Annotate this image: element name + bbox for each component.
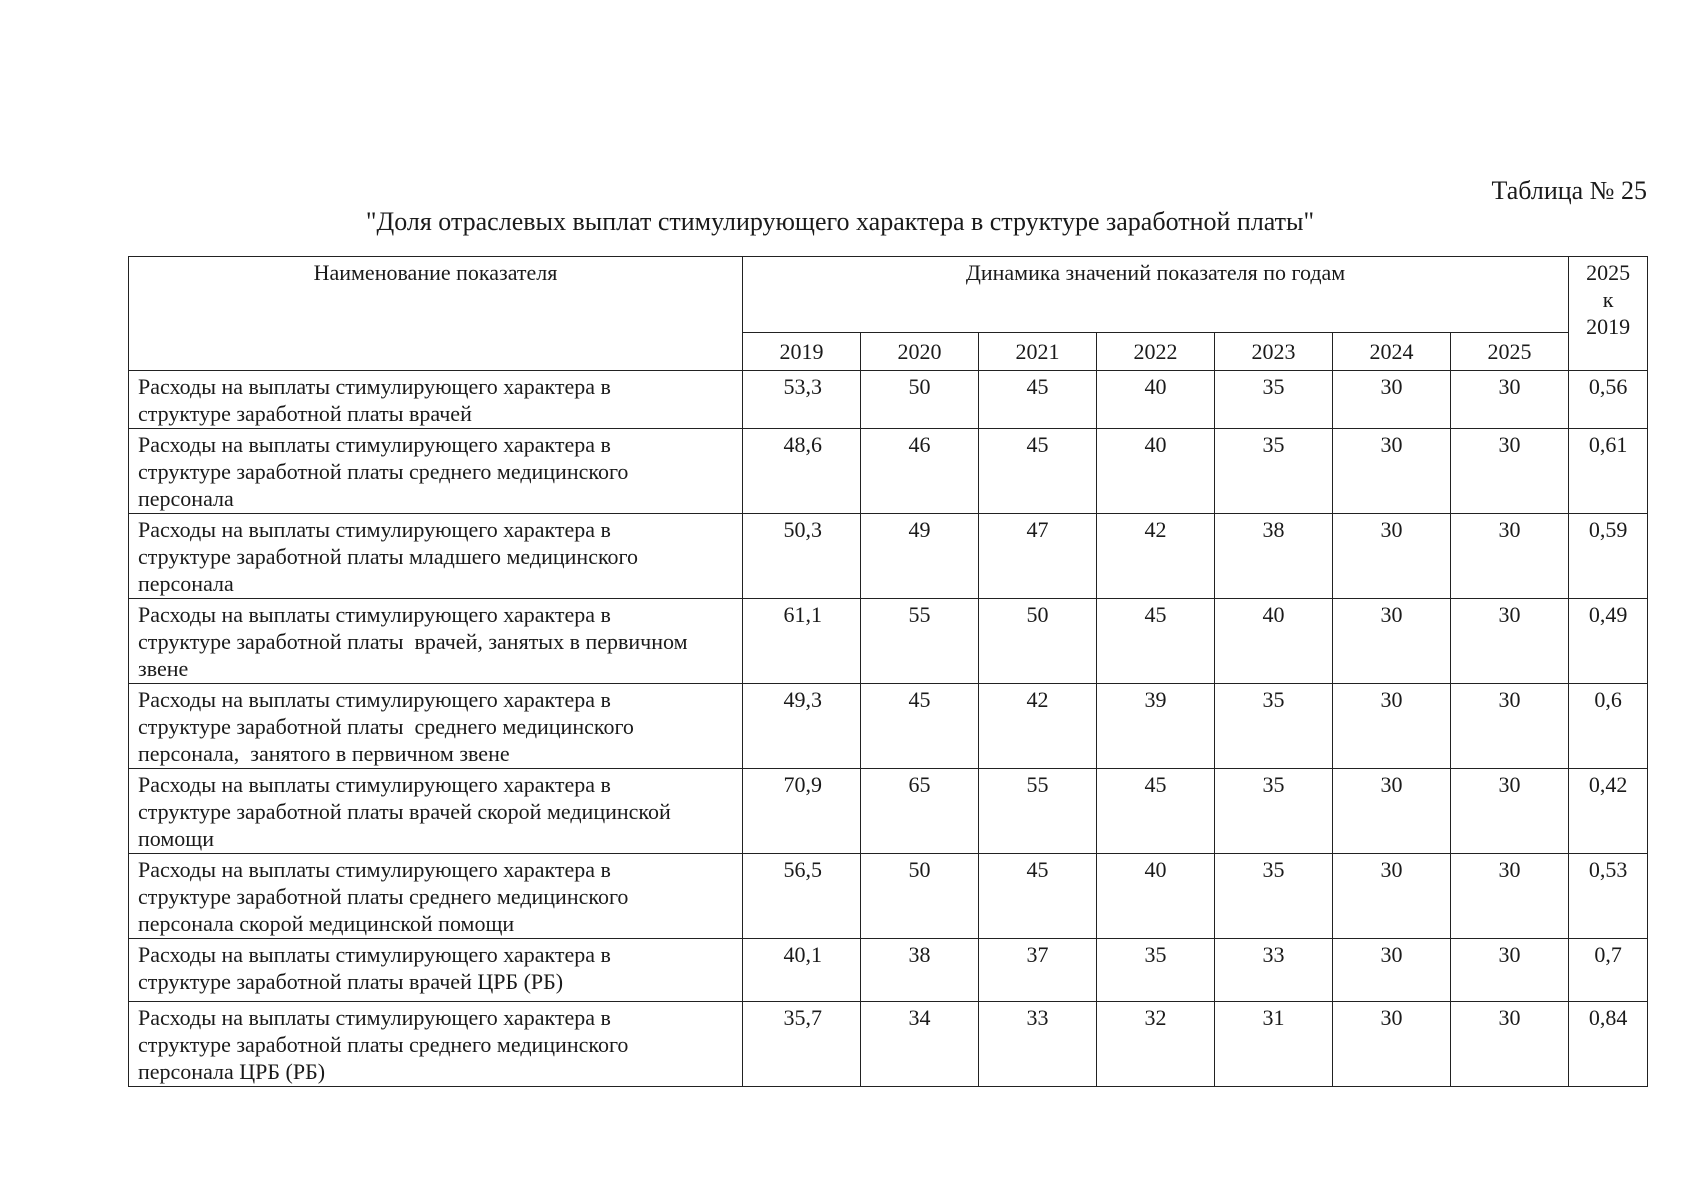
year-value: 40 — [1097, 371, 1215, 429]
year-value: 30 — [1451, 429, 1569, 514]
year-value: 31 — [1215, 1002, 1333, 1087]
year-value: 70,9 — [743, 769, 861, 854]
table-row — [129, 769, 1648, 854]
header-indicator-name: Наименование показателя — [129, 257, 743, 371]
year-value: 45 — [979, 371, 1097, 429]
ratio-value: 0,53 — [1569, 854, 1648, 939]
header-ratio — [1569, 257, 1648, 371]
year-value: 47 — [979, 514, 1097, 599]
indicator-name-line: структуре заработной платы среднего медицинского — [138, 714, 634, 739]
year-value: 30 — [1451, 371, 1569, 429]
indicator-name-line: персонала — [138, 486, 234, 511]
ratio-value: 0,56 — [1569, 371, 1648, 429]
table-row — [129, 1002, 1648, 1087]
year-value: 45 — [1097, 769, 1215, 854]
table-row — [129, 429, 1648, 514]
year-value: 42 — [979, 684, 1097, 769]
year-value: 38 — [861, 939, 979, 1002]
year-value: 45 — [979, 854, 1097, 939]
year-value: 30 — [1451, 1002, 1569, 1087]
indicator-name-line: Расходы на выплаты стимулирующего характера в — [138, 687, 611, 712]
year-value: 35 — [1215, 684, 1333, 769]
year-value: 30 — [1451, 514, 1569, 599]
year-value: 33 — [979, 1002, 1097, 1087]
year-value: 35 — [1215, 854, 1333, 939]
header-ratio-line: к — [1602, 287, 1614, 312]
indicator-name — [129, 769, 743, 854]
indicator-name-line: Расходы на выплаты стимулирующего характера в — [138, 602, 611, 627]
ratio-value: 0,49 — [1569, 599, 1648, 684]
year-value: 30 — [1451, 769, 1569, 854]
year-value: 30 — [1333, 939, 1451, 1002]
indicator-name-line: Расходы на выплаты стимулирующего характера в — [138, 432, 611, 457]
year-value: 34 — [861, 1002, 979, 1087]
year-value: 50 — [861, 854, 979, 939]
year-value: 30 — [1333, 599, 1451, 684]
table-body — [129, 371, 1648, 1087]
header-year: 2022 — [1097, 333, 1215, 371]
indicator-name — [129, 939, 743, 1002]
year-value: 30 — [1451, 599, 1569, 684]
table-row — [129, 371, 1648, 429]
year-value: 30 — [1333, 684, 1451, 769]
year-value: 50 — [861, 371, 979, 429]
year-value: 35,7 — [743, 1002, 861, 1087]
indicator-name-line: персонала скорой медицинской помощи — [138, 911, 515, 936]
indicator-name-line: структуре заработной платы среднего медицинского — [138, 1032, 629, 1057]
year-value: 65 — [861, 769, 979, 854]
header-year: 2020 — [861, 333, 979, 371]
table-row — [129, 684, 1648, 769]
year-value: 48,6 — [743, 429, 861, 514]
indicator-name — [129, 684, 743, 769]
year-value: 39 — [1097, 684, 1215, 769]
year-value: 56,5 — [743, 854, 861, 939]
indicator-name-line: структуре заработной платы врачей ЦРБ (РБ) — [138, 969, 564, 994]
indicator-name-line: Расходы на выплаты стимулирующего характера в — [138, 517, 611, 542]
indicator-name-line: персонала, занятого в первичном звене — [138, 741, 510, 766]
indicator-name — [129, 371, 743, 429]
year-value: 32 — [1097, 1002, 1215, 1087]
year-value: 49 — [861, 514, 979, 599]
indicator-name-line: звене — [138, 656, 189, 681]
year-value: 42 — [1097, 514, 1215, 599]
header-dynamics: Динамика значений показателя по годам — [743, 257, 1569, 333]
year-value: 40 — [1215, 599, 1333, 684]
indicator-name-line: персонала ЦРБ (РБ) — [138, 1059, 326, 1084]
indicator-name-line: Расходы на выплаты стимулирующего характера в — [138, 1005, 611, 1030]
ratio-value: 0,61 — [1569, 429, 1648, 514]
year-value: 30 — [1333, 371, 1451, 429]
year-value: 30 — [1333, 854, 1451, 939]
year-value: 53,3 — [743, 371, 861, 429]
year-value: 35 — [1215, 371, 1333, 429]
year-value: 45 — [1097, 599, 1215, 684]
ratio-value: 0,59 — [1569, 514, 1648, 599]
year-value: 40 — [1097, 429, 1215, 514]
year-value: 30 — [1451, 684, 1569, 769]
indicator-name-line: структуре заработной платы врачей, занятых в первичном — [138, 629, 688, 654]
indicator-name — [129, 514, 743, 599]
year-value: 50 — [979, 599, 1097, 684]
year-value: 33 — [1215, 939, 1333, 1002]
indicator-name-line: Расходы на выплаты стимулирующего характера в — [138, 374, 611, 399]
indicator-name-line: структуре заработной платы врачей скорой медицинской — [138, 799, 671, 824]
ratio-value: 0,6 — [1569, 684, 1648, 769]
header-year: 2025 — [1451, 333, 1569, 371]
indicator-name-line: Расходы на выплаты стимулирующего характера в — [138, 857, 611, 882]
indicator-name-line: структуре заработной платы среднего медицинского — [138, 884, 629, 909]
year-value: 55 — [861, 599, 979, 684]
header-year: 2019 — [743, 333, 861, 371]
indicator-name — [129, 1002, 743, 1087]
header-year: 2024 — [1333, 333, 1451, 371]
year-value: 30 — [1333, 769, 1451, 854]
year-value: 35 — [1097, 939, 1215, 1002]
ratio-value: 0,84 — [1569, 1002, 1648, 1087]
header-year: 2023 — [1215, 333, 1333, 371]
year-value: 49,3 — [743, 684, 861, 769]
year-value: 40 — [1097, 854, 1215, 939]
document-title: "Доля отраслевых выплат стимулирующего характера в структуре заработной платы" — [365, 207, 1315, 236]
year-value: 30 — [1333, 514, 1451, 599]
table-row — [129, 514, 1648, 599]
header-year: 2021 — [979, 333, 1097, 371]
year-value: 30 — [1333, 429, 1451, 514]
table-row — [129, 599, 1648, 684]
year-value: 35 — [1215, 429, 1333, 514]
table-number: Таблица № 25 — [1491, 176, 1647, 205]
indicator-name-line: Расходы на выплаты стимулирующего характера в — [138, 942, 611, 967]
year-value: 37 — [979, 939, 1097, 1002]
indicator-table — [128, 256, 1648, 1087]
indicator-name — [129, 854, 743, 939]
year-value: 50,3 — [743, 514, 861, 599]
indicator-name — [129, 429, 743, 514]
year-value: 30 — [1451, 854, 1569, 939]
year-value: 46 — [861, 429, 979, 514]
year-value: 40,1 — [743, 939, 861, 1002]
header-ratio-line: 2025 — [1586, 260, 1631, 285]
year-value: 30 — [1451, 939, 1569, 1002]
table-row — [129, 939, 1648, 1002]
year-value: 61,1 — [743, 599, 861, 684]
year-value: 55 — [979, 769, 1097, 854]
indicator-name-line: структуре заработной платы среднего медицинского — [138, 459, 629, 484]
year-value: 45 — [979, 429, 1097, 514]
indicator-name — [129, 599, 743, 684]
indicator-name-line: структуре заработной платы врачей — [138, 401, 472, 426]
year-value: 30 — [1333, 1002, 1451, 1087]
indicator-name-line: структуре заработной платы младшего медицинского — [138, 544, 639, 569]
year-value: 38 — [1215, 514, 1333, 599]
ratio-value: 0,7 — [1569, 939, 1648, 1002]
ratio-value: 0,42 — [1569, 769, 1648, 854]
indicator-name-line: помощи — [138, 826, 214, 851]
indicator-name-line: персонала — [138, 571, 234, 596]
year-value: 45 — [861, 684, 979, 769]
year-value: 35 — [1215, 769, 1333, 854]
table-row — [129, 854, 1648, 939]
indicator-name-line: Расходы на выплаты стимулирующего характера в — [138, 772, 611, 797]
header-row-top — [129, 257, 1648, 333]
header-ratio-line: 2019 — [1586, 314, 1631, 339]
